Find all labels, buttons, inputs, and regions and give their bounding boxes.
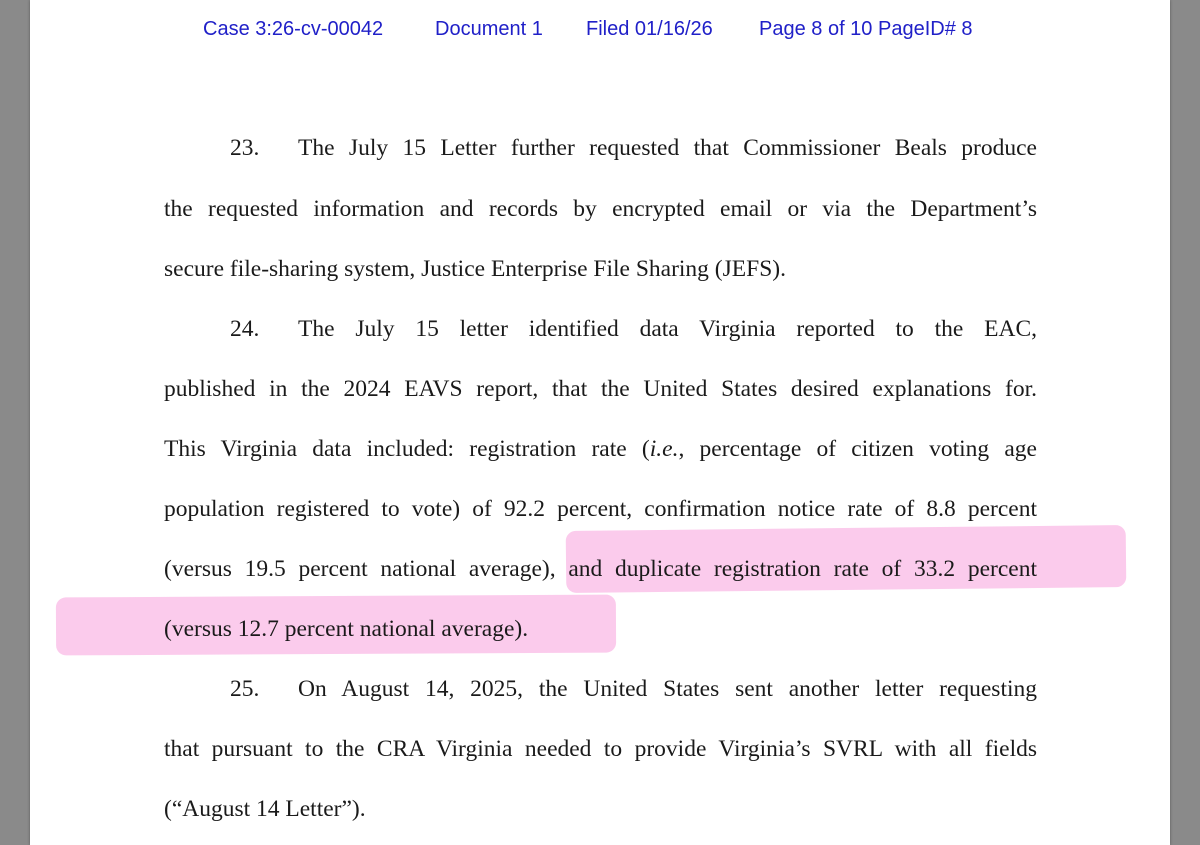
paragraph-text: The July 15 Letter further requested that Commissioner Beals produce: [298, 135, 1037, 161]
paragraph-24-line: published in the 2024 EAVS report, that the United States desired explanations for.: [164, 376, 1037, 402]
paragraph-text: The July 15 letter identified data Virginia reported to the EAC,: [298, 316, 1037, 342]
paragraph-24-line: (versus 19.5 percent national average), and duplicate registration rate of 33.2 percent: [164, 556, 1037, 582]
court-header: [30, 18, 1170, 48]
paragraph-text: , percentage of citizen voting age: [678, 436, 1037, 462]
italic-abbreviation: i.e.: [649, 436, 679, 462]
paragraph-number: 25.: [230, 676, 260, 702]
paragraph-25-line: that pursuant to the CRA Virginia needed to provide Virginia’s SVRL with all fields: [164, 736, 1037, 762]
document-number: Document 1: [435, 18, 543, 40]
paragraph-number: 23.: [230, 135, 260, 161]
paragraph-24-line: population registered to vote) of 92.2 percent, confirmation notice rate of 8.8 percent: [164, 496, 1037, 522]
paragraph-23-line: the requested information and records by encrypted email or via the Department’s: [164, 196, 1037, 222]
paragraph-23-line: [230, 133, 1037, 163]
document-page: [30, 0, 1170, 845]
paragraph-24-line: [164, 434, 1037, 464]
paragraph-25-line: (“August 14 Letter”).: [164, 796, 366, 822]
case-number: Case 3:26-cv-00042: [203, 18, 384, 40]
paragraph-text: This Virginia data included: registration rate (: [164, 436, 650, 462]
paragraph-24-line: [230, 314, 1037, 344]
page-id: Page 8 of 10 PageID# 8: [759, 18, 973, 40]
paragraph-23-line: secure file-sharing system, Justice Enterprise File Sharing (JEFS).: [164, 256, 786, 282]
paragraph-24-line: (versus 12.7 percent national average).: [164, 616, 529, 642]
filed-date: Filed 01/16/26: [586, 18, 713, 40]
paragraph-25-line: [230, 674, 1037, 704]
paragraph-number: 24.: [230, 316, 260, 342]
paragraph-text: On August 14, 2025, the United States sent another letter requesting: [298, 676, 1037, 702]
